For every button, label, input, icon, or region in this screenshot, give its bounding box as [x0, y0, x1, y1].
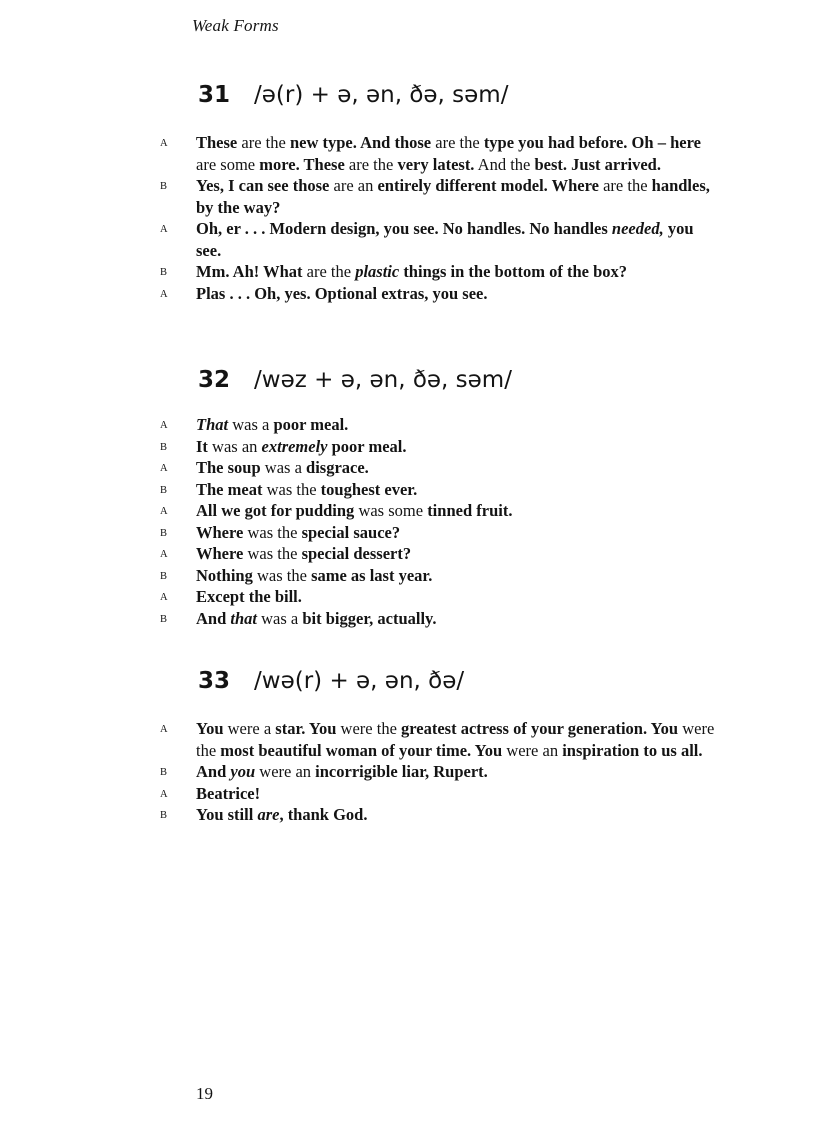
- text-segment: It: [196, 436, 208, 456]
- exercise-phonetic-heading: /ə(r) + ə, ən, ðə, səm/: [254, 82, 509, 108]
- text-segment: poor meal.: [327, 436, 407, 456]
- text-segment: bit bigger, actually.: [302, 608, 437, 628]
- text-segment: special sauce?: [301, 522, 401, 542]
- dialogue-line: [0, 543, 816, 565]
- text-segment: Plas . . . Oh, yes. Optional extras, you see.: [196, 283, 488, 303]
- dialogue-text: [196, 175, 716, 218]
- dialogue-text: [196, 261, 716, 283]
- dialogue-text: [196, 718, 716, 761]
- running-head: Weak Forms: [192, 16, 279, 35]
- dialogue-text: [196, 500, 716, 522]
- text-segment: Mm. Ah! What: [196, 262, 303, 281]
- dialogue: [0, 414, 816, 629]
- text-segment: Where: [196, 522, 244, 542]
- text-segment: was some: [354, 501, 428, 520]
- dialogue-text: [196, 457, 716, 479]
- dialogue-line: [0, 261, 816, 283]
- speaker-label: B: [160, 613, 168, 625]
- dialogue-line: [0, 218, 816, 261]
- dialogue-line: [0, 608, 816, 630]
- text-segment: Yes, I can see those: [196, 176, 330, 195]
- text-segment: were an: [502, 740, 563, 760]
- speaker-label: A: [160, 138, 169, 149]
- text-segment: greatest actress of your generation. You: [401, 719, 679, 738]
- text-segment: were the: [336, 719, 402, 738]
- text-segment: you: [230, 762, 256, 781]
- text-segment: was the: [243, 544, 302, 563]
- text-segment: was the: [243, 522, 302, 542]
- text-segment: are: [257, 805, 280, 824]
- exercise-heading: [198, 367, 512, 393]
- text-segment: These: [196, 133, 238, 152]
- text-segment: are some: [196, 154, 260, 174]
- speaker-label: A: [160, 788, 169, 800]
- text-segment: needed,: [611, 219, 664, 238]
- speaker-label: A: [160, 592, 169, 603]
- text-segment: star. You: [275, 719, 337, 738]
- text-segment: entirely different model. Where: [377, 176, 599, 195]
- dialogue-text: [196, 565, 716, 587]
- exercise-number: 32: [198, 367, 231, 393]
- dialogue-line: [0, 283, 816, 305]
- exercise-heading: [198, 82, 508, 108]
- dialogue-line: [0, 414, 816, 436]
- dialogue: [0, 718, 816, 826]
- text-segment: handles, by the way?: [196, 176, 710, 217]
- speaker-label: B: [160, 570, 168, 582]
- text-segment: extremely: [261, 436, 328, 456]
- text-segment: And: [196, 608, 231, 628]
- dialogue-line: [0, 522, 816, 544]
- text-segment: And: [196, 762, 231, 781]
- text-segment: poor meal.: [273, 415, 349, 434]
- text-segment: special dessert?: [301, 544, 412, 563]
- text-segment: plastic: [355, 262, 400, 281]
- speaker-label: A: [160, 463, 169, 474]
- dialogue-line: [0, 479, 816, 501]
- speaker-label: B: [160, 527, 168, 539]
- speaker-label: B: [160, 484, 168, 496]
- text-segment: were an: [255, 762, 316, 781]
- dialogue-text: [196, 522, 716, 544]
- speaker-label: B: [160, 441, 168, 453]
- dialogue-line: [0, 783, 816, 805]
- text-segment: That: [196, 415, 229, 434]
- text-segment: , thank God.: [279, 805, 368, 824]
- dialogue-line: [0, 436, 816, 458]
- text-segment: Beatrice!: [196, 783, 261, 803]
- text-segment: was a: [257, 608, 303, 628]
- speaker-label: B: [160, 267, 168, 278]
- dialogue-line: [0, 761, 816, 783]
- dialogue-line: [0, 457, 816, 479]
- text-segment: are an: [329, 176, 378, 195]
- text-segment: are the: [344, 154, 398, 174]
- dialogue-text: [196, 436, 716, 458]
- text-segment: things in the bottom of the box?: [399, 262, 627, 281]
- text-segment: same as last year.: [311, 565, 433, 585]
- dialogue-line: [0, 132, 700, 175]
- exercise-heading: [198, 668, 464, 694]
- speaker-label: A: [160, 506, 169, 517]
- dialogue: [0, 132, 816, 304]
- text-segment: are the: [302, 262, 356, 281]
- dialogue-text: [196, 132, 716, 175]
- text-segment: incorrigible liar, Rupert.: [315, 762, 488, 781]
- text-segment: And the: [474, 154, 535, 174]
- text-segment: toughest ever.: [320, 479, 418, 499]
- text-segment: The soup: [196, 458, 261, 477]
- page-number: 19: [196, 1084, 213, 1103]
- text-segment: were a: [223, 719, 276, 738]
- dialogue-text: [196, 586, 716, 608]
- text-segment: new type. And those: [289, 133, 432, 152]
- dialogue-line: [0, 565, 816, 587]
- text-segment: are the: [431, 133, 484, 152]
- dialogue-text: [196, 783, 716, 805]
- dialogue-text: [196, 543, 716, 565]
- dialogue-line: [0, 586, 816, 608]
- dialogue-line: [0, 718, 816, 761]
- text-segment: You still: [196, 805, 258, 824]
- text-segment: inspiration to us all.: [562, 740, 703, 760]
- speaker-label: B: [160, 181, 168, 192]
- text-segment: are the: [598, 176, 652, 195]
- text-segment: you see.: [196, 219, 694, 260]
- exercise-number: 33: [198, 668, 231, 694]
- text-segment: are the: [237, 133, 290, 152]
- speaker-label: A: [160, 288, 169, 300]
- text-segment: was the: [252, 565, 312, 585]
- speaker-label: A: [160, 224, 169, 235]
- exercise-phonetic-heading: /wə(r) + ə, ən, ðə/: [254, 668, 465, 694]
- speaker-label: A: [160, 420, 169, 431]
- dialogue-line: [0, 804, 816, 826]
- dialogue-text: [196, 804, 716, 826]
- dialogue-text: [196, 608, 716, 630]
- text-segment: Except the bill.: [196, 587, 302, 606]
- text-segment: best. Just arrived.: [534, 154, 661, 174]
- text-segment: was a: [228, 415, 274, 434]
- dialogue-text: [196, 761, 716, 783]
- speaker-label: B: [160, 810, 168, 821]
- text-segment: most beautiful woman of your time. You: [220, 740, 503, 760]
- exercise-number: 31: [198, 82, 231, 108]
- text-segment: tinned fruit.: [427, 501, 513, 520]
- text-segment: was a: [260, 458, 307, 477]
- text-segment: All we got for pudding: [196, 501, 355, 520]
- dialogue-text: [196, 414, 716, 436]
- exercise-phonetic-heading: /wəz + ə, ən, ðə, səm/: [254, 367, 512, 393]
- text-segment: Where: [196, 544, 244, 563]
- speaker-label: A: [160, 724, 169, 735]
- text-segment: disgrace.: [306, 458, 369, 477]
- speaker-label: A: [160, 549, 169, 560]
- text-segment: Oh, er . . . Modern design, you see. No handles. No handles: [196, 219, 612, 238]
- dialogue-text: [196, 283, 716, 305]
- text-segment: The meat: [196, 479, 263, 499]
- text-segment: You: [196, 719, 224, 738]
- speaker-label: B: [160, 767, 168, 778]
- dialogue-line: [0, 500, 816, 522]
- text-segment: was an: [207, 436, 262, 456]
- text-segment: Nothing: [196, 565, 253, 585]
- text-segment: that: [230, 608, 258, 628]
- dialogue-text: [196, 218, 716, 261]
- text-segment: more. These: [259, 154, 345, 174]
- text-segment: were the: [196, 719, 715, 760]
- text-segment: very latest.: [397, 154, 475, 174]
- dialogue-line: [0, 175, 816, 218]
- text-segment: type you had before. Oh – here: [483, 133, 701, 152]
- dialogue-text: [196, 479, 716, 501]
- text-segment: was the: [262, 479, 321, 499]
